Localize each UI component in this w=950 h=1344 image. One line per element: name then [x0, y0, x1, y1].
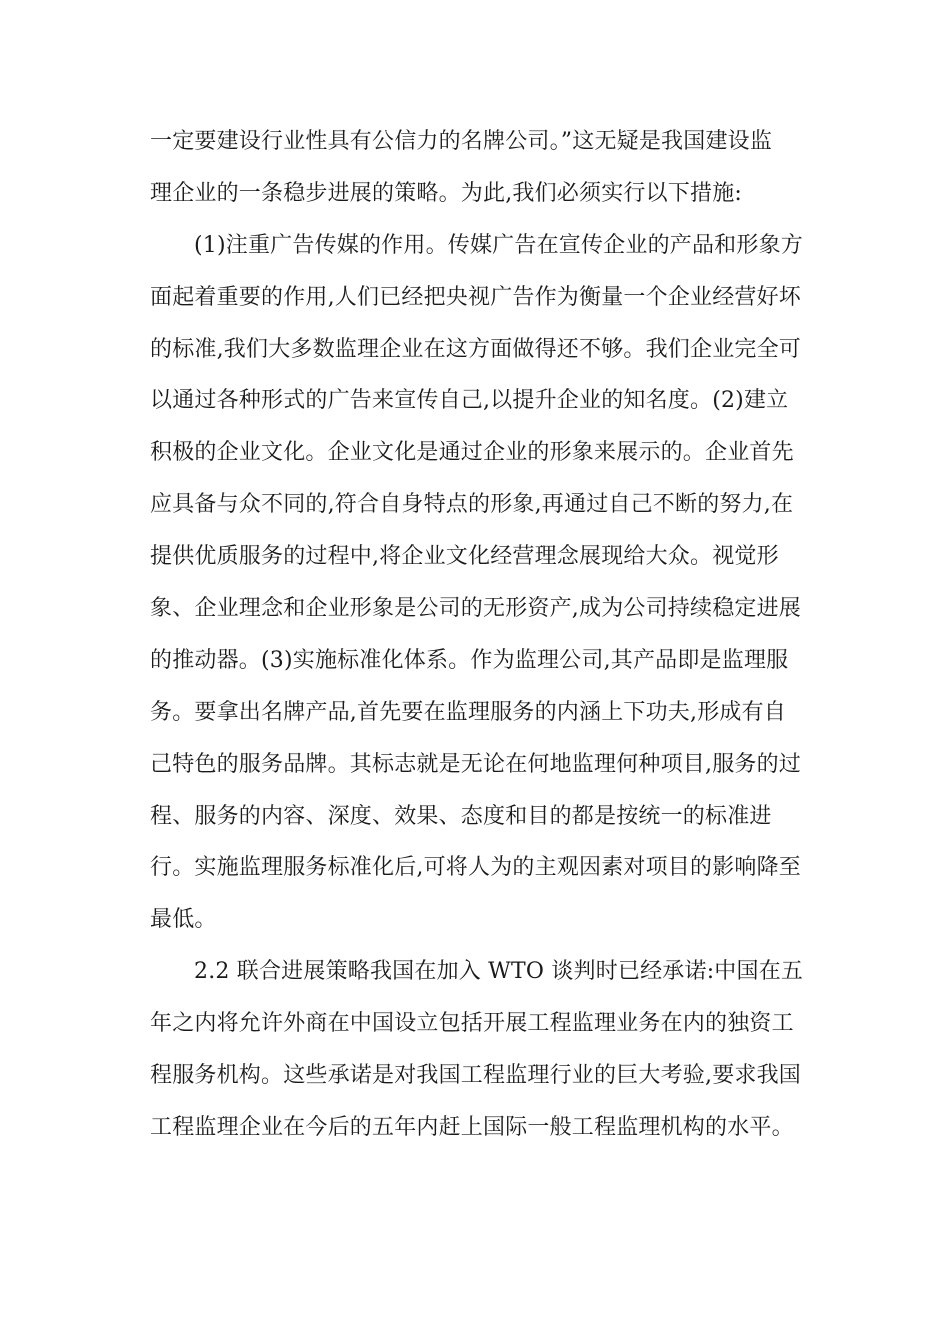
text-line: 最低。 [150, 907, 217, 933]
text-line: 工程监理企业在今后的五年内赶上国际一般工程监理机构的水平。 [150, 1114, 794, 1140]
body-text [150, 116, 810, 1154]
text-line: 积极的企业文化。企业文化是通过企业的形象来展示的。企业首先 [150, 440, 794, 466]
text-line: 的标准,我们大多数监理企业在这方面做得还不够。我们企业完全可 [150, 336, 801, 362]
text-line: 理企业的一条稳步进展的策略。为此,我们必须实行以下措施: [150, 180, 743, 206]
text-line: 提供优质服务的过程中,将企业文化经营理念展现给大众。视觉形 [150, 544, 779, 570]
text-line: 的推动器。(3)实施标准化体系。作为监理公司,其产品即是监理服 [150, 647, 789, 673]
text-line: 以通过各种形式的广告来宣传自己,以提升企业的知名度。(2)建立 [150, 388, 789, 414]
paragraph-start-line: (1)注重广告传媒的作用。传媒广告在宣传企业的产品和形象方 [194, 232, 803, 258]
text-line: 年之内将允许外商在中国设立包括开展工程监理业务在内的独资工 [150, 1011, 794, 1037]
text-line: 应具备与众不同的,符合自身特点的形象,再通过自己不断的努力,在 [150, 492, 794, 518]
text-line: 程服务机构。这些承诺是对我国工程监理行业的巨大考验,要求我国 [150, 1063, 801, 1089]
text-line: 行。实施监理服务标准化后,可将人为的主观因素对项目的影响降至 [150, 855, 801, 881]
text-line: 一定要建设行业性具有公信力的名牌公司。”这无疑是我国建设监 [150, 129, 773, 154]
text-line: 务。要拿出名牌产品,首先要在监理服务的内涵上下功夫,形成有自 [150, 699, 786, 725]
text-line: 己特色的服务品牌。其标志就是无论在何地监理何种项目,服务的过 [150, 751, 801, 777]
text-line: 程、服务的内容、深度、效果、态度和目的都是按统一的标准进 [150, 803, 772, 829]
text-line: 面起着重要的作用,人们已经把央视广告作为衡量一个企业经营好坏 [150, 284, 801, 310]
text-line: 象、企业理念和企业形象是公司的无形资产,成为公司持续稳定进展 [150, 596, 801, 622]
paragraph-start-line: 2.2 联合进展策略我国在加入 WTO 谈判时已经承诺:中国在五 [194, 959, 804, 985]
